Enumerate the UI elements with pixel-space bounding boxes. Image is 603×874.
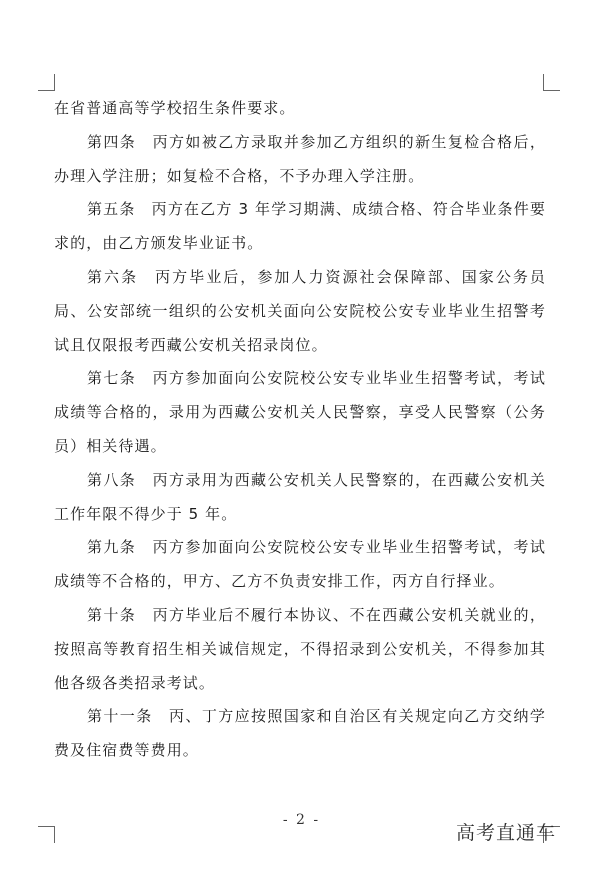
crop-mark-top-left — [38, 74, 55, 91]
article-8: 第八条 丙方录用为西藏公安机关人民警察的，在西藏公安机关工作年限不得少于 5 年。 — [54, 470, 546, 523]
article-5: 第五条 丙方在乙方 3 年学习期满、成绩合格、符合毕业条件要求的，由乙方颁发毕业证书。 — [54, 200, 546, 253]
article-4: 第四条 丙方如被乙方录取并参加乙方组织的新生复检合格后，办理入学注册；如复检不合格，不予办理入学注册。 — [54, 132, 546, 185]
crop-mark-bottom-left — [38, 826, 55, 843]
page-number: - 2 - — [282, 812, 321, 828]
article-11: 第十一条 丙、丁方应按照国家和自治区有关规定向乙方交纳学费及住宿费等费用。 — [54, 707, 546, 760]
article-6: 第六条 丙方毕业后，参加人力资源社会保障部、国家公务员局、公安部统一组织的公安机关面向公安院校公安专业毕业生招警考试且仅限报考西藏公安机关招录岗位。 — [54, 267, 546, 354]
crop-mark-top-right — [543, 74, 560, 91]
document-body — [54, 92, 546, 768]
watermark-text: 高考直通车 — [456, 822, 557, 844]
article-10: 第十条 丙方毕业后不履行本协议、不在西藏公安机关就业的，按照高等教育招生相关诚信规定，不得招录到公安机关，不得参加其他各级各类招录考试。 — [54, 605, 546, 692]
paragraph-continuation: 在省普通高等学校招生条件要求。 — [54, 99, 296, 117]
article-9: 第九条 丙方参加面向公安院校公安专业毕业生招警考试，考试成绩等不合格的，甲方、乙方不负责安排工作，丙方自行择业。 — [54, 538, 546, 591]
article-7: 第七条 丙方参加面向公安院校公安专业毕业生招警考试，考试成绩等合格的，录用为西藏公安机关人民警察，享受人民警察（公务员）相关待遇。 — [54, 369, 546, 455]
